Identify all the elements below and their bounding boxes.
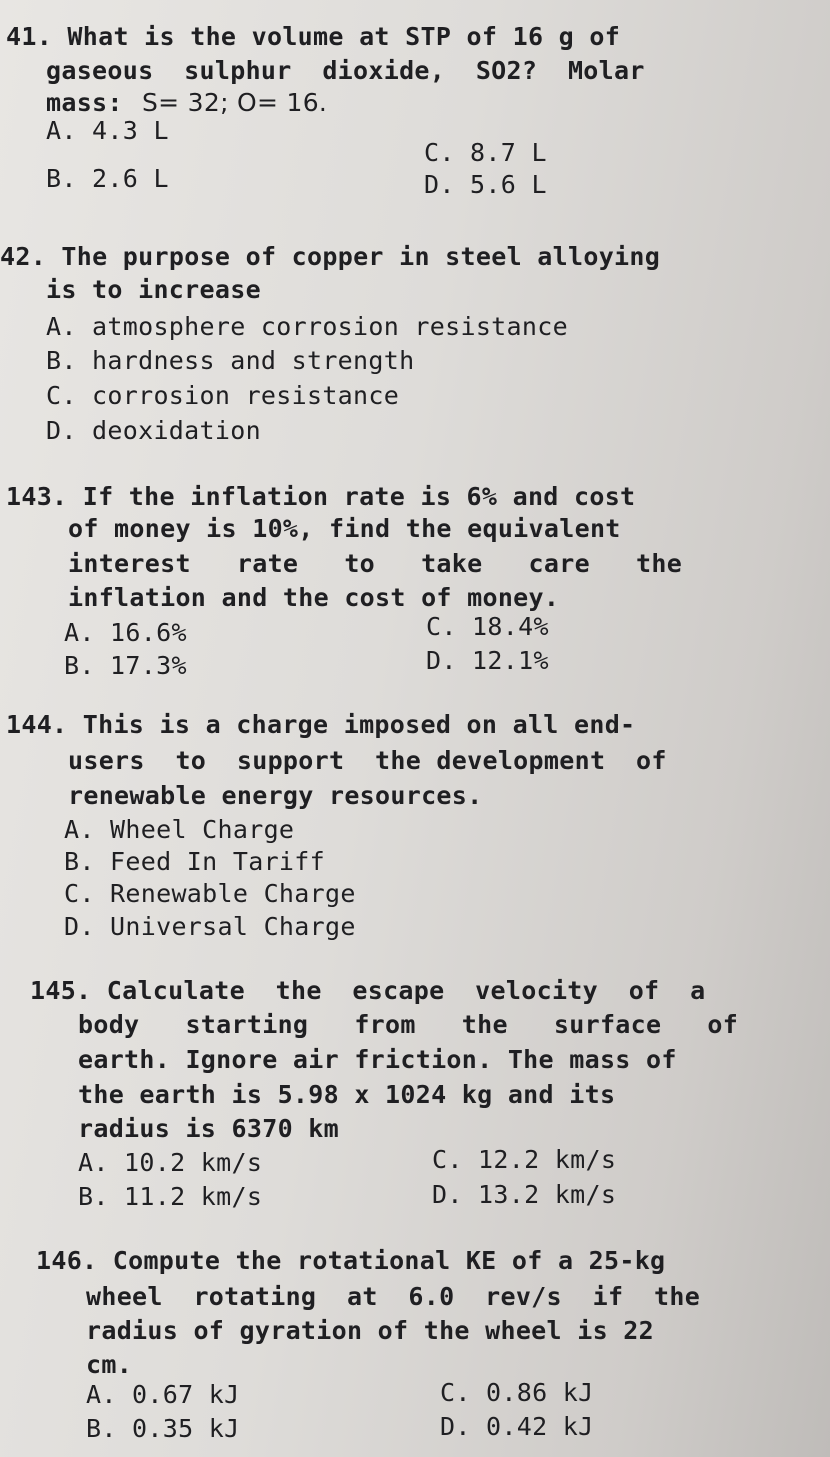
question-145-stem-line-3: earth. Ignore air friction. The mass of <box>78 1045 677 1074</box>
question-143-stem-line-4: inflation and the cost of money. <box>68 583 560 612</box>
question-144-stem-line-3: renewable energy resources. <box>68 781 483 810</box>
question-145-stem-line-4: the earth is 5.98 x 1024 kg and its <box>78 1080 616 1109</box>
question-143-option-d: D. 12.1% <box>426 646 549 675</box>
question-146-option-d: D. 0.42 kJ <box>440 1412 594 1441</box>
question-143-stem-line-1: 143. If the inflation rate is 6% and cost <box>6 482 636 511</box>
question-143-option-b: B. 17.3% <box>64 651 187 680</box>
question-146-stem-line-4: cm. <box>86 1350 133 1379</box>
question-42-stem-line-2: is to increase <box>46 275 261 304</box>
question-144-option-d: D. Universal Charge <box>64 912 356 941</box>
question-143-stem-line-3: interest rate to take care the <box>68 549 683 578</box>
question-42-option-c: C. corrosion resistance <box>46 381 400 410</box>
question-145-option-b: B. 11.2 km/s <box>78 1182 263 1211</box>
question-145-stem-line-5: radius is 6370 km <box>78 1114 339 1143</box>
question-144-stem-line-1: 144. This is a charge imposed on all end- <box>6 710 636 739</box>
question-41-option-d: D. 5.6 L <box>424 170 547 199</box>
question-145-stem-line-2: body starting from the surface of <box>78 1010 739 1039</box>
question-41-stem-line-3: mass: <box>46 88 123 117</box>
question-146-stem-line-3: radius of gyration of the wheel is 22 <box>86 1316 654 1345</box>
question-41-stem-line-2: gaseous sulphur dioxide, SO2? Molar <box>46 56 645 85</box>
question-42-option-a: A. atmosphere corrosion resistance <box>46 312 568 341</box>
question-41-option-a: A. 4.3 L <box>46 116 169 145</box>
question-143-option-a: A. 16.6% <box>64 618 187 647</box>
question-146-stem-line-2: wheel rotating at 6.0 rev/s if the <box>86 1282 701 1311</box>
question-41-molar-mass-values: S= 32; O= 16. <box>142 88 328 117</box>
question-145-stem-line-1: 145. Calculate the escape velocity of a <box>30 976 706 1005</box>
question-42-stem-line-1: 42. The purpose of copper in steel alloying <box>0 242 661 271</box>
question-143-stem-line-2: of money is 10%, find the equivalent <box>68 514 621 543</box>
question-144-stem-line-2: users to support the development of <box>68 746 667 775</box>
question-145-option-d: D. 13.2 km/s <box>432 1180 617 1209</box>
question-41-stem-line-1: 41. What is the volume at STP of 16 g of <box>6 22 621 51</box>
question-144-option-b: B. Feed In Tariff <box>64 847 325 876</box>
question-146-option-b: B. 0.35 kJ <box>86 1414 240 1443</box>
question-146-stem-line-1: 146. Compute the rotational KE of a 25-kg <box>36 1246 666 1275</box>
question-145-option-a: A. 10.2 km/s <box>78 1148 263 1177</box>
question-146-option-a: A. 0.67 kJ <box>86 1380 240 1409</box>
question-42-option-d: D. deoxidation <box>46 416 261 445</box>
question-146-option-c: C. 0.86 kJ <box>440 1378 594 1407</box>
question-144-option-a: A. Wheel Charge <box>64 815 295 844</box>
question-143-option-c: C. 18.4% <box>426 612 549 641</box>
question-145-option-c: C. 12.2 km/s <box>432 1145 617 1174</box>
question-41-option-c: C. 8.7 L <box>424 138 547 167</box>
question-41-option-b: B. 2.6 L <box>46 164 169 193</box>
question-144-option-c: C. Renewable Charge <box>64 879 356 908</box>
question-42-option-b: B. hardness and strength <box>46 346 415 375</box>
